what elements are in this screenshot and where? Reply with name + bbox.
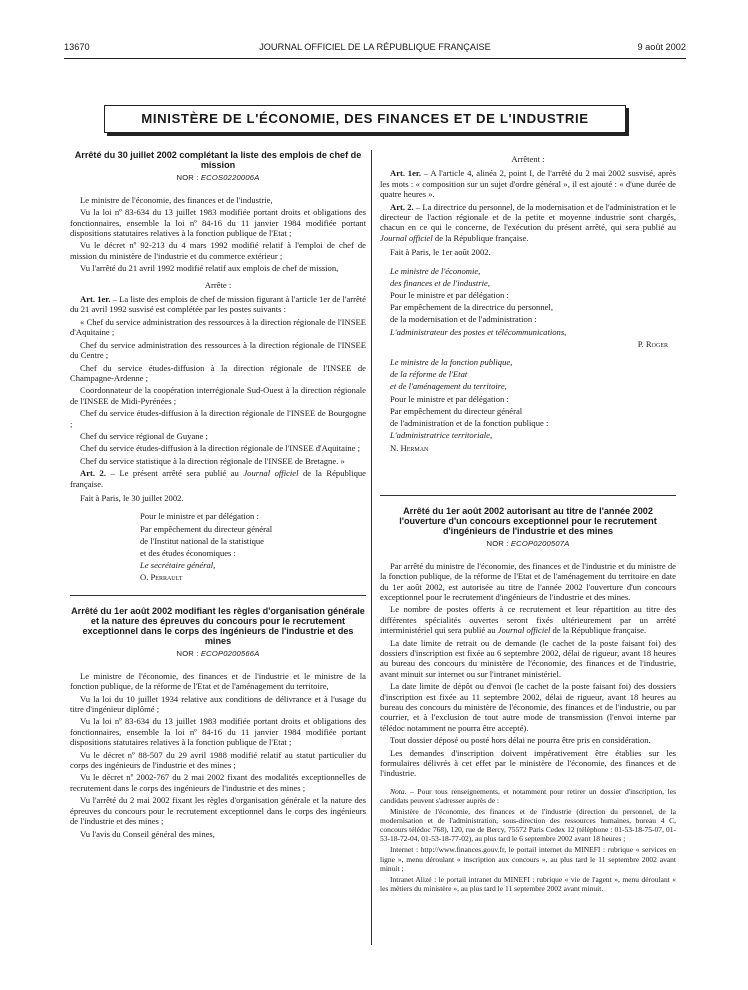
signatory-name bbox=[380, 443, 676, 453]
list-item: Chef du service statistique à la direction régionale de l'INSEE de Bretagne. » bbox=[80, 455, 345, 466]
note-paragraph: Ministère de l'économie, des finances et de l'industrie (direction du personnel, de la modernisation et de l'administration, sous-direction des ressources humaines, bureau 4 C, concours télédoc 768), 120, rue de Bercy, 75572 Paris Cedex 12 (téléphone : 01-53-18-75-07, 01-53-18-72-04, 01-53-18-77-02), au plus tard le 6 septembre 2002 avant 18 heures ; bbox=[380, 807, 676, 844]
signature-line: Par empêchement de la directrice du personnel, bbox=[390, 302, 553, 313]
article-label: Art. 2. bbox=[80, 468, 106, 479]
paragraph: Vu l'arrêté du 21 avril 1992 modifié relatif aux emplois de chef de mission, bbox=[80, 263, 339, 274]
paragraph: Tout dossier déposé ou posté hors délai ne pourra être pris en considération. bbox=[390, 735, 651, 746]
note-paragraph: Internet : http://www.finances.gouv.fr, le portail internet du MINEFI : rubrique « services en ligne », menu déroulant « inscription aux concours », au plus tard le 11 septembre 2002 avant minuit ; bbox=[380, 845, 676, 873]
article-text: – A l'article 4, alinéa 2, point I, de l'arrêté du 2 mai 2002 susvisé, après les mots : « composition sur un sujet d'ordre général », il est ajouté : « d'une durée de quatre heures ». bbox=[380, 168, 676, 200]
journal-title: JOURNAL OFFICIEL DE LA RÉPUBLIQUE FRANÇAISE bbox=[259, 42, 491, 52]
signature-line: de la modernisation et de l'administration : bbox=[390, 314, 537, 325]
paragraph: Vu la loi nº 83-634 du 13 juillet 1983 modifiée portant droits et obligations des fonctionnaires, ensemble la loi nº 84-16 du 11 janvier 1984 modifiée portant dispositions statutaires relatives à la fonction publique de l'Etat ; bbox=[70, 207, 366, 239]
signature-line: Pour le ministre et par délégation : bbox=[390, 393, 509, 404]
section-separator bbox=[70, 595, 366, 596]
article-text: de la République française. bbox=[432, 232, 529, 243]
minister-title: Le ministre de la fonction publique, bbox=[390, 357, 513, 368]
done-at: Fait à Paris, le 30 juillet 2002. bbox=[80, 492, 184, 503]
header-rule bbox=[64, 58, 686, 59]
decree-1-title: Arrêté du 30 juillet 2002 complétant la liste des emplois de chef de mission bbox=[74, 150, 362, 171]
paragraph: Vu le décret nº 88-507 du 29 avril 1988 modifié relatif au statut particulier du corps des ingénieurs de l'industrie et des mines ; bbox=[70, 749, 366, 771]
ministry-banner bbox=[104, 105, 626, 133]
decree-1-nor bbox=[70, 173, 366, 183]
signature-line bbox=[380, 369, 676, 379]
signatory-role bbox=[380, 430, 676, 440]
paragraph: Vu le décret nº 2002-767 du 2 mai 2002 fixant des modalités exceptionnelles de recrutement dans le corps des ingénieurs de l'industrie et des mines ; bbox=[70, 772, 366, 793]
left-column bbox=[70, 150, 366, 841]
note-paragraph: Intranet Alizé : le portail intranet du MINEFI : rubrique « vie de l'agent », menu déroulant « les métiers du ministère », au plus tard le 11 septembre 2002 avant minuit. bbox=[380, 874, 676, 893]
paragraph: Vu l'arrêté du 2 mai 2002 fixant les règles d'organisation générale et la nature des épreuves du concours pour le recrutement exceptionnel dans le corps des ingénieurs de l'industrie et des mines ; bbox=[70, 795, 366, 827]
journal-reference: Journal officiel bbox=[380, 232, 433, 243]
list-item: Chef du service administration des ressources à la direction régionale de l'INSEE du Centre ; bbox=[70, 339, 366, 361]
name-text: P. Roger bbox=[637, 338, 668, 349]
signatory-role bbox=[70, 560, 366, 570]
article-label: Art. 1er. bbox=[80, 294, 111, 305]
signatory-name bbox=[70, 572, 366, 582]
minister-title: des finances et de l'industrie, bbox=[390, 277, 490, 288]
arrete-heading: Arrête : bbox=[204, 279, 232, 290]
paragraph: Vu le décret nº 92-213 du 4 mars 1992 modifié relatif à l'emploi de chef de mission du ministère de l'industrie et du commerce extérieur ; bbox=[70, 240, 366, 261]
paragraph: Vu la loi nº 83-634 du 13 juillet 1983 modifiée portant droits et obligations des fonctionnaires, ensemble la loi nº 84-16 du 11 janvier 1984 modifiée portant dispositions statutaires relatives à la fonction publique de l'Etat ; bbox=[70, 716, 366, 748]
signature-line: Par empêchement du directeur général bbox=[140, 523, 273, 534]
section-separator bbox=[380, 495, 676, 496]
nor-label: NOR : bbox=[176, 649, 201, 659]
paragraph: Par arrêté du ministre de l'économie, des finances et de l'industrie et du ministre de la fonction publique, de la réforme de l'Etat et de l'aménagement du territoire en date du 1er août 2002, est autorisée au titre de l'année 2002 l'ouverture d'un concours exceptionnel pour le recrutement d'ingénieurs de l'industrie et des mines. bbox=[380, 560, 676, 602]
decree-2-nor bbox=[70, 649, 366, 659]
note-text: – Pour tous renseignements, et notamment pour retirer un dossier d'inscription, les candidats peuvent s'adresser auprès de : bbox=[380, 786, 676, 805]
column-divider bbox=[371, 150, 372, 945]
article-1 bbox=[380, 168, 676, 199]
journal-reference: Journal officiel bbox=[497, 625, 551, 636]
paragraph-text: Le nombre de postes offerts à ce recrutement et leur répartition au titre des différentes spécialités ouvertes seront fixés ultérieurement par un arrêté interministériel qui sera publié au bbox=[380, 604, 676, 636]
article-label: Art. 1er. bbox=[390, 168, 422, 179]
running-header bbox=[64, 42, 686, 56]
minister-title: de la réforme de l'Etat bbox=[390, 369, 468, 380]
paragraph: Le ministre de l'économie, des finances et de l'industrie et le ministre de la fonction publique, de la réforme de l'Etat et de l'aménagement du territoire, bbox=[70, 670, 366, 692]
nor-code: ECOS0220006A bbox=[200, 173, 260, 183]
paragraph: Vu la loi du 10 juillet 1934 relative aux conditions de délivrance et à l'usage du titre d'ingénieur diplômé ; bbox=[70, 693, 366, 715]
signature-line: de l'Institut national de la statistique bbox=[140, 535, 264, 546]
signature-line: Pour le ministre et par délégation : bbox=[140, 511, 259, 522]
signature-line: de l'administration et de la fonction publique : bbox=[390, 418, 549, 429]
role-text: L'administratrice territoriale, bbox=[390, 430, 493, 441]
role-text: Le secrétaire général, bbox=[140, 560, 216, 571]
article-label: Art. 2. bbox=[390, 201, 414, 212]
minister-title: Le ministre de l'économie, bbox=[390, 265, 481, 276]
signature-line bbox=[380, 357, 676, 367]
list-item: Chef du service études-diffusion à la direction régionale de l'INSEE d'Aquitaine ; bbox=[80, 443, 361, 454]
minister-title: et de l'aménagement du territoire, bbox=[390, 381, 507, 392]
signature-line bbox=[380, 381, 676, 391]
nor-code: ECOP0200507A bbox=[510, 539, 570, 549]
paragraph-text: de la République française. bbox=[550, 625, 647, 636]
nor-label: NOR : bbox=[486, 539, 511, 549]
name-text: N. Herman bbox=[390, 442, 429, 453]
signature-line bbox=[380, 278, 676, 288]
note-label: Nota. bbox=[390, 786, 407, 796]
done-at: Fait à Paris, le 1er août 2002. bbox=[390, 247, 491, 258]
nor-code: ECOP0200566A bbox=[200, 649, 260, 659]
list-item: Chef du service régional de Guyane ; bbox=[80, 430, 208, 441]
arretent-heading: Arrêtent : bbox=[511, 154, 545, 164]
list-item: Coordonnateur de la coopération interrégionale Sud-Ouest à la direction régionale de l'INSEE de Midi-Pyrénées ; bbox=[70, 385, 366, 406]
article-text: – Le présent arrêté sera publié au bbox=[106, 468, 244, 479]
list-item: Chef du service études-diffusion à la direction régionale de l'INSEE de Bourgogne ; bbox=[70, 408, 366, 429]
ministry-name: MINISTÈRE DE L'ÉCONOMIE, DES FINANCES ET DE L'INDUSTRIE bbox=[141, 111, 589, 126]
signatory-role bbox=[380, 327, 676, 337]
signatory-name bbox=[380, 339, 676, 349]
signature-line bbox=[380, 266, 676, 276]
article-2 bbox=[380, 202, 676, 244]
article-text: – La liste des emplois de chef de mission figurant à l'article 1er de l'arrêté du 21 avril 1992 susvisé est complétée par les postes suivants : bbox=[70, 294, 366, 315]
note-block bbox=[380, 787, 676, 893]
nor-label: NOR : bbox=[176, 173, 201, 183]
paragraph: Les demandes d'inscription doivent impérativement être établies sur les formulaires délivrés à cet effet par le ministère de l'économie, des finances et de l'industrie. bbox=[380, 747, 676, 779]
signature-line: Par empêchement du directeur général bbox=[390, 405, 523, 416]
page-number: 13670 bbox=[64, 42, 90, 52]
decree-2-title: Arrêté du 1er août 2002 modifiant les règles d'organisation générale et la nature des épreuves du concours pour le recrutement exceptionnel dans le corps des ingénieurs de l'industrie et des mines bbox=[71, 605, 365, 647]
decree-3-title: Arrêté du 1er août 2002 autorisant au titre de l'année 2002 l'ouverture d'un concours exceptionnel pour le recrutement d'ingénieurs de l'industrie et des mines bbox=[399, 505, 657, 537]
article-1 bbox=[70, 294, 366, 315]
article-2 bbox=[70, 468, 366, 489]
paragraph: Le ministre de l'économie, des finances et de l'industrie, bbox=[80, 194, 273, 205]
decree-3-nor bbox=[380, 539, 676, 549]
right-column bbox=[380, 150, 676, 895]
role-text: L'administrateur des postes et télécommunications, bbox=[390, 326, 567, 337]
paragraph: La date limite de dépôt ou d'envoi (le cachet de la poste faisant foi) des dossiers d'inscription est fixée au 11 septembre 2002, délai de rigueur, avant 18 heures au bureau des concours du ministère de l'économie, des finances et de l'industrie, ou par courrier, et à l'exclusion de tout autre mode de transmission (l'envoi interne par télédoc notamment ne pourra être accepté). bbox=[380, 681, 676, 733]
signature-line: Pour le ministre et par délégation : bbox=[390, 290, 509, 301]
list-item: Chef du service études-diffusion à la direction régionale de l'INSEE de Champagne-Ardenne ; bbox=[70, 362, 366, 383]
name-text: O. Perrault bbox=[140, 572, 183, 583]
signature-line: et des études économiques : bbox=[140, 547, 236, 558]
article-text: de la République française. bbox=[70, 468, 366, 489]
paragraph: La date limite de retrait ou de demande (le cachet de la poste faisant foi) des dossiers d'inscription est fixée au 6 septembre 2002, délai de rigueur, avant 18 heures au bureau des concours du ministère de l'économie, des finances et de l'industrie, avant minuit sur internet ou sur l'intranet ministériel. bbox=[380, 637, 676, 679]
article-text: – La directrice du personnel, de la modernisation et de l'administration et le directeur de l'action régionale et de la petite et moyenne industrie sont chargés, chacun en ce qui le concerne, de l'exécution du présent arrêté, qui sera publié au bbox=[380, 201, 677, 233]
paragraph bbox=[380, 604, 676, 635]
list-item: « Chef du service administration des ressources à la direction régionale de l'INSEE d'Aquitaine ; bbox=[70, 316, 366, 338]
paragraph: Vu l'avis du Conseil général des mines, bbox=[80, 828, 215, 839]
issue-date: 9 août 2002 bbox=[637, 42, 686, 52]
note-paragraph bbox=[380, 787, 676, 805]
journal-reference: Journal officiel bbox=[243, 468, 299, 479]
